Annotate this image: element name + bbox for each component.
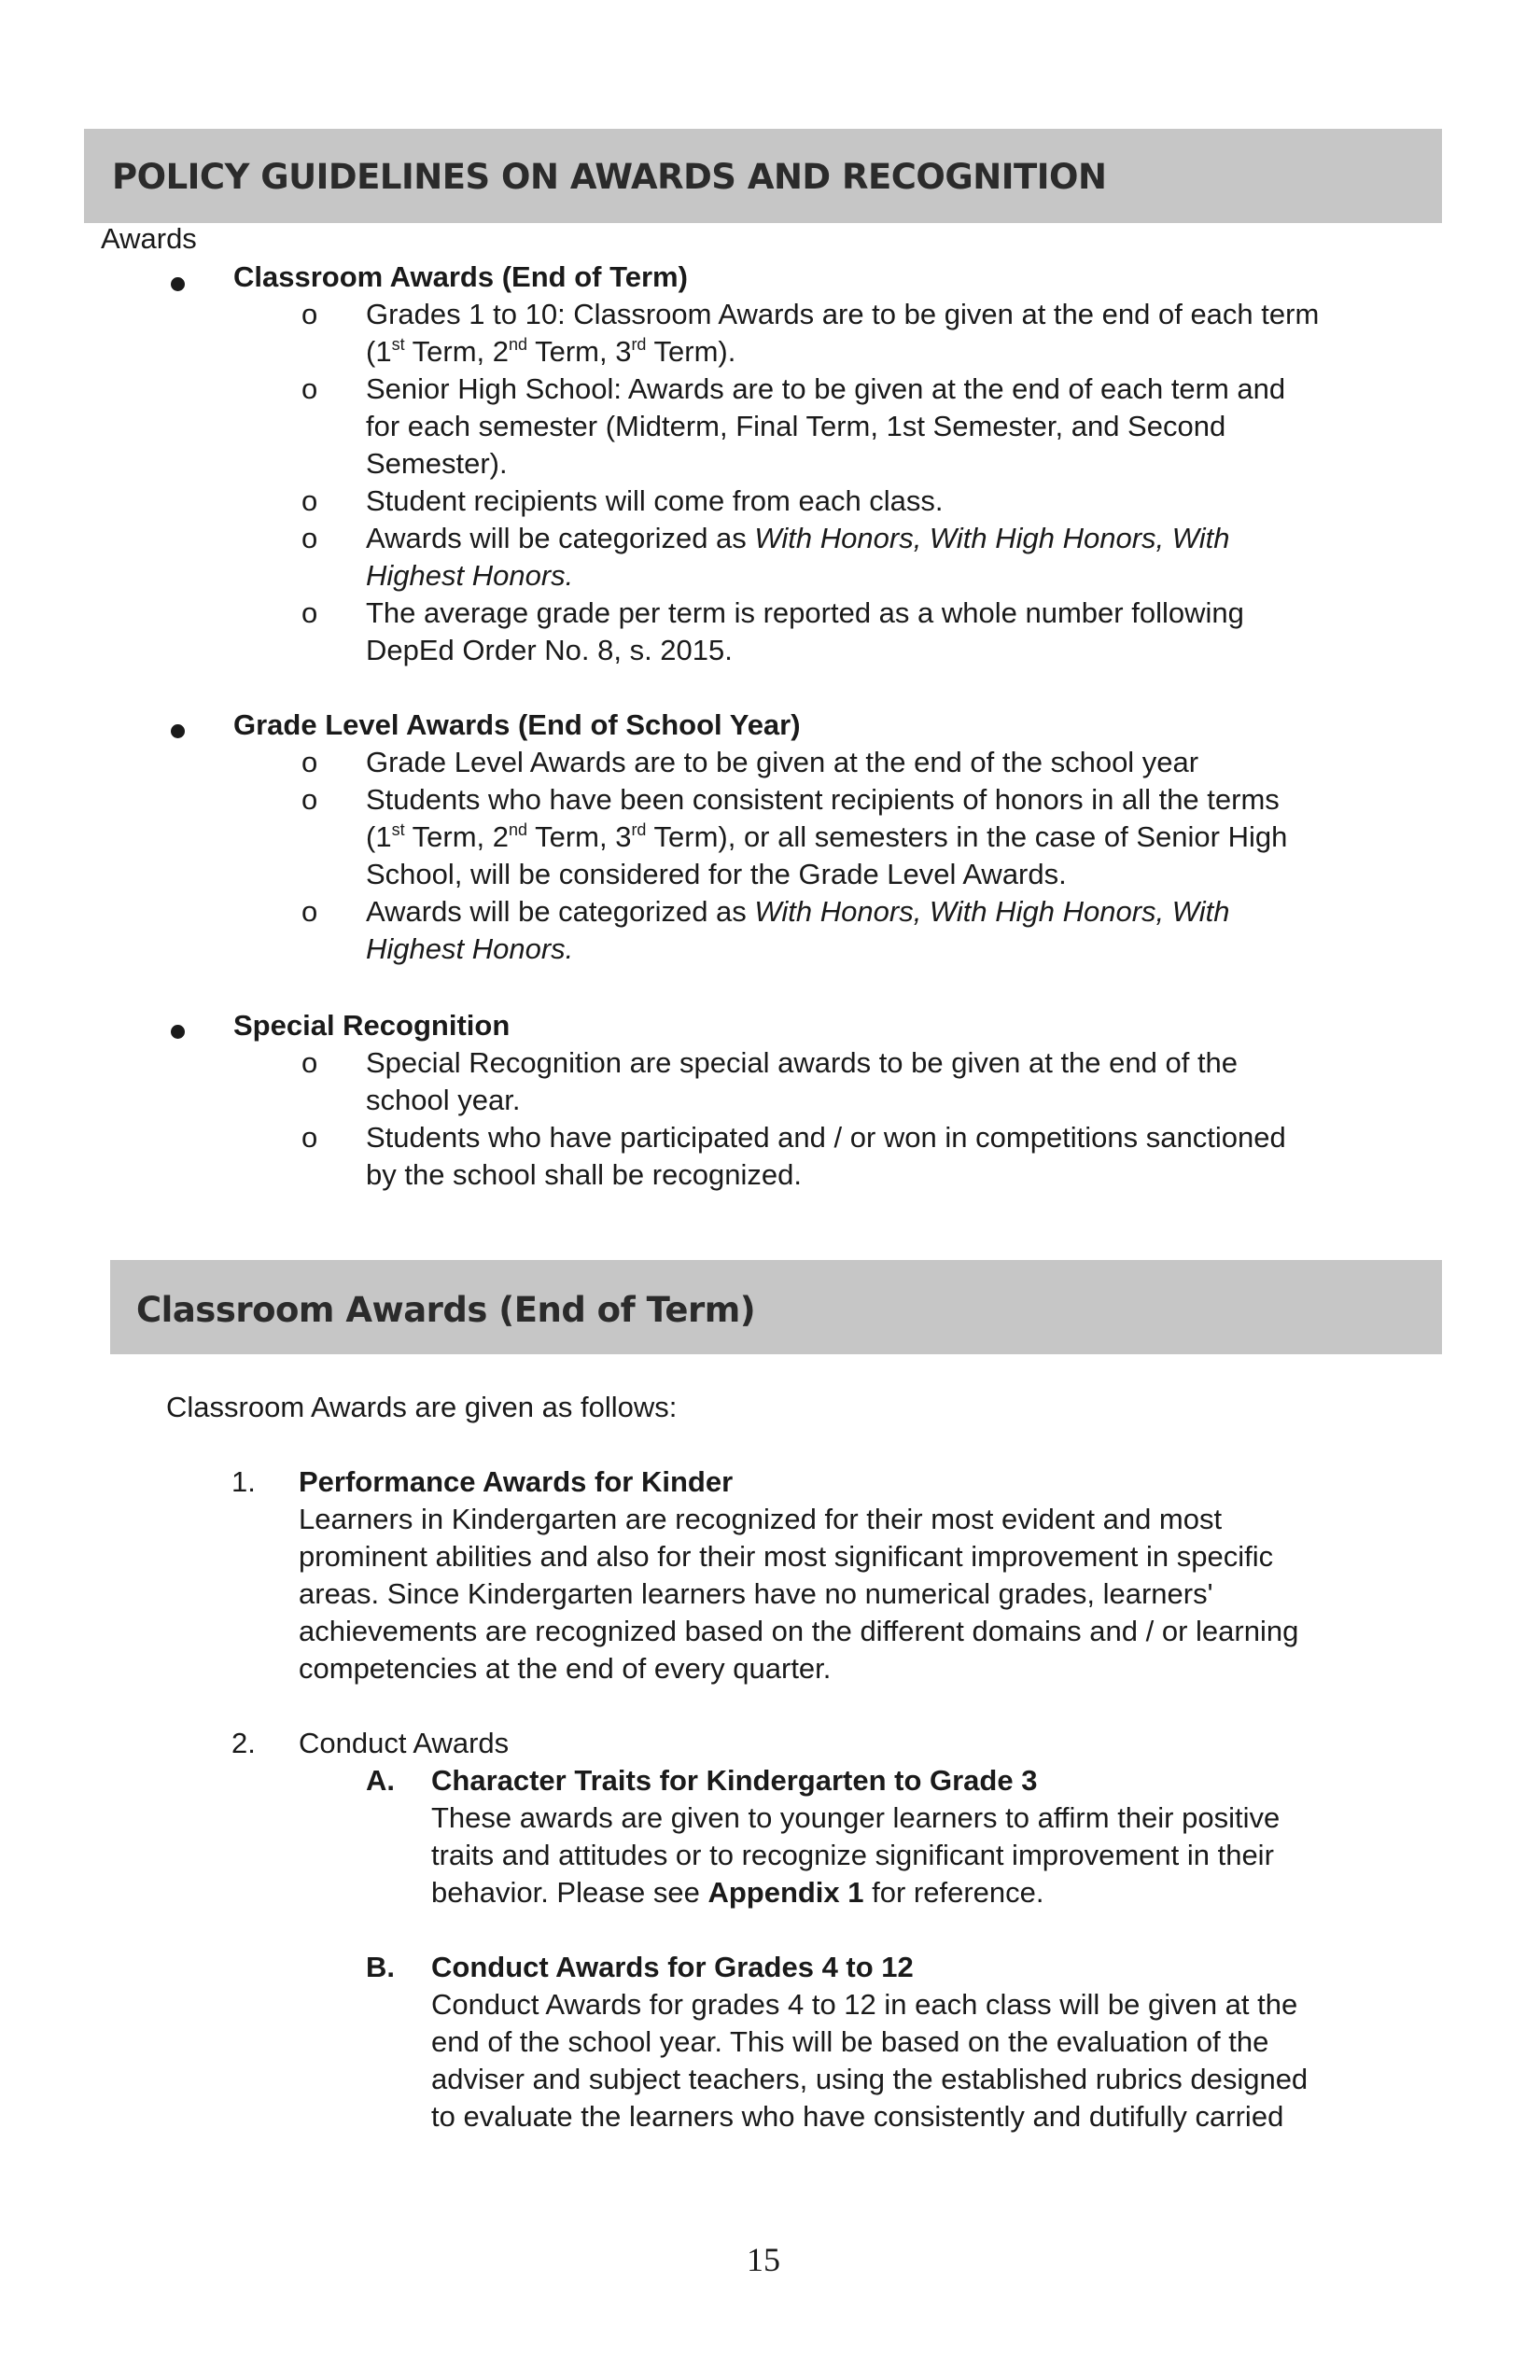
list-item-text: DepEd Order No. 8, s. 2015. — [366, 634, 733, 666]
list-item-text: Student recipients will come from each class. — [366, 484, 944, 517]
list-item-text: Highest Honors. — [366, 932, 574, 965]
group-title-grade-level: Grade Level Awards (End of School Year) — [233, 708, 801, 741]
list-item-text: Grades 1 to 10: Classroom Awards are to be given at the end of each term — [366, 298, 1320, 330]
list-item-text: The average grade per term is reported as a whole number following — [366, 596, 1244, 629]
numbered-item-title: Performance Awards for Kinder — [299, 1465, 734, 1498]
paragraph-line: adviser and subject teachers, using the established rubrics designed — [431, 2063, 1309, 2095]
sub-bullet-marker: o — [301, 1046, 318, 1079]
list-item-text: by the school shall be recognized. — [366, 1158, 803, 1191]
sub-item-title: Conduct Awards for Grades 4 to 12 — [431, 1951, 914, 1983]
paragraph-line: Conduct Awards for grades 4 to 12 in each class will be given at the — [431, 1988, 1298, 2021]
numbered-item-number: 2. — [231, 1727, 256, 1759]
sub-bullet-marker: o — [301, 1121, 318, 1154]
paragraph-line: Learners in Kindergarten are recognized for their most evident and most — [299, 1503, 1223, 1535]
sub-bullet-marker: o — [301, 298, 318, 330]
group-title-special: Special Recognition — [233, 1009, 511, 1042]
bullet-dot — [171, 1025, 185, 1039]
paragraph-line: prominent abilities and also for their most significant improvement in specific — [299, 1540, 1274, 1573]
list-item-text: Semester). — [366, 447, 508, 480]
numbered-item-title: Conduct Awards — [299, 1727, 510, 1759]
sub-item-letter: B. — [366, 1951, 395, 1983]
section-banner-policy: POLICY GUIDELINES ON AWARDS AND RECOGNITION — [84, 129, 1442, 223]
section-banner-classroom: Classroom Awards (End of Term) — [110, 1260, 1442, 1354]
list-item-text: school year. — [366, 1084, 521, 1116]
list-item-text: Highest Honors. — [366, 559, 574, 592]
awards-heading: Awards — [101, 222, 197, 255]
list-item-text: Awards will be categorized as With Honors, With High Honors, With — [366, 522, 1230, 554]
list-item-text: Grade Level Awards are to be given at the end of the school year — [366, 746, 1199, 778]
sub-bullet-marker: o — [301, 522, 318, 554]
numbered-item-number: 1. — [231, 1465, 256, 1498]
list-item-text: School, will be considered for the Grade Level Awards. — [366, 858, 1067, 890]
paragraph-line: behavior. Please see Appendix 1 for reference. — [431, 1876, 1044, 1909]
paragraph-line: traits and attitudes or to recognize significant improvement in their — [431, 1839, 1274, 1871]
group-title-classroom: Classroom Awards (End of Term) — [233, 260, 688, 293]
list-item-terms: (1st Term, 2nd Term, 3rd Term). — [366, 334, 736, 368]
list-item-text: for each semester (Midterm, Final Term, 1st Semester, and Second — [366, 410, 1226, 442]
paragraph-line: to evaluate the learners who have consistently and dutifully carried — [431, 2100, 1284, 2133]
list-item-text: Awards will be categorized as With Honors, With High Honors, With — [366, 895, 1230, 928]
bullet-dot — [171, 277, 185, 291]
paragraph-line: areas. Since Kindergarten learners have no numerical grades, learners' — [299, 1577, 1213, 1610]
list-item-text: Students who have been consistent recipients of honors in all the terms — [366, 783, 1280, 816]
sub-item-title: Character Traits for Kindergarten to Grade 3 — [431, 1764, 1038, 1797]
paragraph-line: These awards are given to younger learners to affirm their positive — [431, 1801, 1281, 1834]
section-intro: Classroom Awards are given as follows: — [166, 1391, 678, 1423]
sub-bullet-marker: o — [301, 895, 318, 928]
sub-item-letter: A. — [366, 1764, 395, 1797]
list-item-text: Special Recognition are special awards to be given at the end of the — [366, 1046, 1239, 1079]
paragraph-line: achievements are recognized based on the different domains and / or learning — [299, 1615, 1299, 1647]
sub-bullet-marker: o — [301, 484, 318, 517]
paragraph-line: competencies at the end of every quarter. — [299, 1652, 832, 1685]
list-item-text: Students who have participated and / or won in competitions sanctioned — [366, 1121, 1286, 1154]
sub-bullet-marker: o — [301, 783, 318, 816]
paragraph-line: end of the school year. This will be based on the evaluation of the — [431, 2025, 1269, 2058]
sub-bullet-marker: o — [301, 746, 318, 778]
sub-bullet-marker: o — [301, 372, 318, 405]
page-number: 15 — [747, 2241, 780, 2278]
sub-bullet-marker: o — [301, 596, 318, 629]
list-item-terms: (1st Term, 2nd Term, 3rd Term), or all semesters in the case of Senior High — [366, 819, 1288, 853]
bullet-dot — [171, 724, 185, 738]
list-item-text: Senior High School: Awards are to be given at the end of each term and — [366, 372, 1286, 405]
